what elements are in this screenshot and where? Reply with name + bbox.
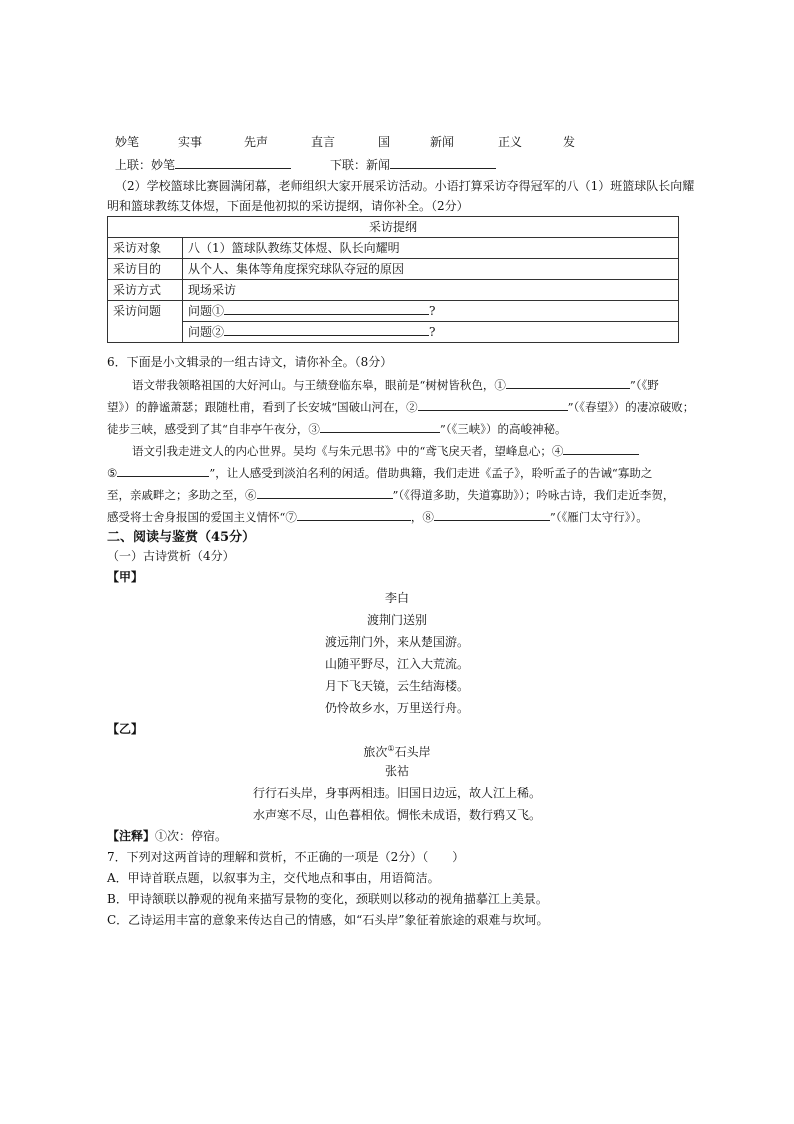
poem-yi-title [0, 741, 794, 760]
poem-jia-author: 李白 [384, 591, 409, 605]
section-2-subtitle: （一）古诗赏析（4分） [107, 549, 235, 563]
table-header: 采访提纲 [108, 217, 679, 238]
question-1-blank[interactable] [224, 302, 429, 315]
row-value-purpose: 从个人、集体等角度探究球队夺冠的原因 [183, 259, 679, 280]
upper-couplet-line [115, 156, 291, 173]
annotation-text: ①次：停宿。 [155, 829, 228, 843]
lower-couplet-line [330, 156, 496, 173]
question-2-cell [183, 322, 679, 343]
row-label-method: 采访方式 [108, 280, 183, 301]
q6-p1d: ”（《春望》）的凄凉破败； [567, 400, 695, 414]
couplet-word-8: 发 [563, 135, 576, 149]
blank-7[interactable] [297, 508, 411, 521]
q6-p2e: ”（《得道多助，失道寡助》）；吟咏古诗，我们走近李贺， [392, 488, 675, 502]
blank-6[interactable] [257, 486, 393, 499]
question-2-label: 问题② [188, 325, 225, 339]
couplet-word-1: 妙笔 [115, 135, 140, 149]
question-1-label: 问题① [188, 304, 225, 318]
annotation [107, 828, 227, 844]
q6-p2g: ，⑧ [410, 510, 434, 524]
section-2-title: 二、阅读与鉴赏（45分） [107, 530, 256, 545]
q6-p2c: ”，让人感受到淡泊名利的闲适。借助典籍，我们走进《孟子》，聆听孟子的告诫“寡助之 [209, 466, 653, 480]
q5-2-line1: （2）学校篮球比赛圆满闭幕，老师组织大家开展采访活动。小语打算采访夺得冠军的八（1）班篮球队长向耀 [115, 179, 695, 193]
q6-p2-line3 [107, 486, 674, 503]
q6-p2b: ⑤ [107, 466, 118, 480]
q6-title: 6．下面是小文辑录的一组古诗文，请你补全。（8分） [107, 355, 393, 369]
couplet-word-3: 先声 [244, 135, 269, 149]
q6-p2d: 至，亲戚畔之；多助之至，⑥ [107, 488, 257, 502]
lower-couplet-blank[interactable] [390, 156, 496, 169]
poem-jia-line-1: 渡远荆门外，来从楚国游。 [324, 635, 469, 649]
blank-2[interactable] [418, 398, 568, 411]
poem-yi-line-1: 行行石头岸，身事两相违。旧国日边远，故人江上稀。 [252, 786, 541, 800]
poem-yi-title-main: 旅次 [363, 745, 388, 759]
blank-5[interactable] [117, 464, 209, 477]
poem-yi-tag: 【乙】 [107, 722, 144, 736]
poem-jia-line-3: 月下飞天镜，云生结海楼。 [324, 679, 469, 693]
q6-p1b: ”（《野 [629, 378, 659, 392]
blank-1[interactable] [506, 376, 630, 389]
blank-3[interactable] [320, 420, 440, 433]
blank-8[interactable] [434, 508, 550, 521]
row-label-questions: 采访问题 [108, 301, 183, 343]
annotation-label: 【注释】 [107, 829, 156, 843]
blank-4[interactable] [563, 442, 639, 455]
question-2-blank[interactable] [224, 323, 429, 336]
q7-option-a[interactable]: A．甲诗首联点题，以叙事为主，交代地点和事由，用语简洁。 [107, 871, 440, 885]
q6-p1-line2 [107, 398, 694, 415]
poem-jia-line-2: 山随平野尽，江入大荒流。 [324, 657, 469, 671]
table-row [108, 301, 679, 322]
upper-couplet-label: 上联：妙笔 [115, 158, 176, 172]
table-row [108, 280, 679, 301]
q6-p2a: 语文引我走进文人的内心世界。吴均《与朱元思书》中的“鸢飞戾天者，望峰息心；④ [132, 444, 564, 458]
q6-p1a: 语文带我领略祖国的大好河山。与王绩登临东皋，眼前是“树树皆秋色，① [132, 378, 506, 392]
couplet-word-6: 新闻 [430, 135, 455, 149]
q7-option-c[interactable]: C．乙诗运用丰富的意象来传达自己的情感，如“石头岸”象征着旅途的艰难与坎坷。 [107, 913, 549, 927]
couplet-word-2: 实事 [178, 135, 203, 149]
question-1-mark: ? [429, 304, 436, 318]
table-row [108, 259, 679, 280]
row-value-method: 现场采访 [183, 280, 679, 301]
lower-couplet-label: 下联：新闻 [330, 158, 391, 172]
q6-p1-line3 [107, 420, 567, 437]
poem-yi-author: 张祜 [384, 764, 409, 778]
q6-p1f: ”（《三峡》）的高峻神秘。 [439, 422, 567, 436]
poem-yi-line-2: 水声寒不尽，山色暮相依。惆怅未成语，数行鸦又飞。 [252, 808, 541, 822]
q6-p2h: ”（《雁门太守行》）。 [549, 510, 648, 524]
q6-p1c: 望》）的静谧萧瑟；跟随杜甫，看到了长安城“国破山河在，② [107, 400, 418, 414]
q6-p2-line1 [132, 442, 639, 459]
interview-outline-table [107, 216, 679, 343]
poem-jia-title: 渡荆门送别 [366, 613, 427, 627]
q6-p1e: 徒步三峡，感受到了其“自非亭午夜分，③ [107, 422, 320, 436]
poem-yi-note-ref: ① [387, 744, 395, 753]
row-label-target: 采访对象 [108, 238, 183, 259]
couplet-word-7: 正义 [498, 135, 523, 149]
q7-option-b[interactable]: B．甲诗颔联以静观的视角来描写景物的变化，颈联则以移动的视角描摹江上美景。 [107, 892, 548, 906]
couplet-word-4: 直言 [311, 135, 336, 149]
poem-jia-line-4: 仍怜故乡水，万里送行舟。 [324, 701, 469, 715]
q6-p2-line4 [107, 508, 648, 525]
poem-yi-title-rest: 石头岸 [394, 745, 431, 759]
table-row [108, 238, 679, 259]
row-label-purpose: 采访目的 [108, 259, 183, 280]
question-1-cell [183, 301, 679, 322]
q7-stem: 7．下列对这两首诗的理解和赏析，不正确的一项是（2分）（ ） [107, 850, 465, 864]
q6-p2-line2 [107, 464, 652, 481]
couplet-word-5: 国 [378, 135, 391, 149]
q6-p1-line1 [132, 376, 659, 393]
row-value-target: 八（1）篮球队教练艾体煜、队长向耀明 [183, 238, 679, 259]
table-row [108, 322, 679, 343]
poem-jia-tag: 【甲】 [107, 570, 144, 584]
q5-2-line2: 明和篮球教练艾体煜，下面是他初拟的采访提纲，请你补全。（2分） [107, 199, 469, 213]
upper-couplet-blank[interactable] [175, 156, 291, 169]
q6-p2f: 感受将士舍身报国的爱国主义情怀“⑦ [107, 510, 297, 524]
question-2-mark: ? [429, 325, 436, 339]
